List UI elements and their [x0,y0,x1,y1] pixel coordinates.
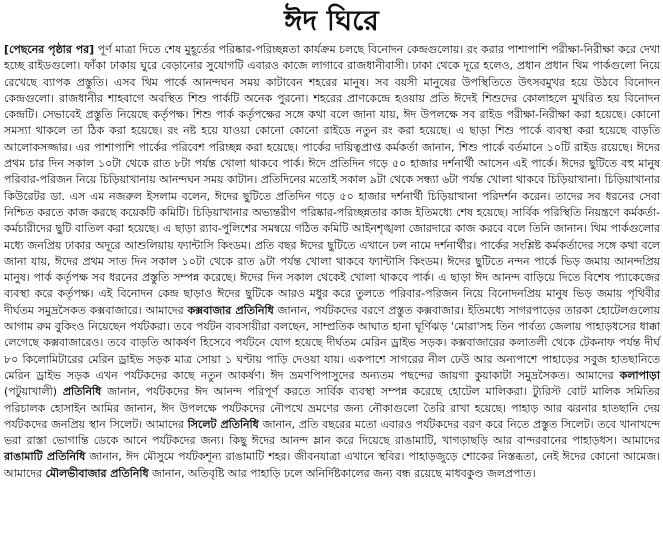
article-text: জানান, প্রতি বছরের মতো এবারও পর্যটকদের বরণ করে নিতে প্রস্তুত সিলেট। তবে খানাখন্দে ভরা রাস্তা ভোগান্তি ডেকে আনে পর্যটকদের জন্য। কিছু ঈদের আনন্দ ম্লান করে দিয়েছে রাঙামাটি, খাগড়াছড়ি আর বান্দরবানের পাহাড়ধস। আমাদের [4,417,660,448]
continued-from-label: [পেছনের পৃষ্ঠার পর] [4,43,95,56]
article-text: পূর্ণ মাত্রা দিতে শেষ মুহূর্তের পরিষ্কার-পরিচ্ছন্নতা কার্যক্রম চলছে বিনোদন কেন্দ্রগুলোয়। রং করার পাশাপাশি পরীক্ষা-নিরীক্ষা করে দেখা হচ্ছে রাইডগুলো। ফাঁকা ঢাকায় ঘুরে বেড়ানোর সুযোগটি এবারও কাজে লাগাবে রাজধানীবাসী। ঢাকা থেকে দূরে হলেও, প্রধান প্রধান থিম পার্কগুলো নিয়ে রেখেছে ব্যাপক প্রস্তুতি। এসব থিম পার্কে আনন্দঘন সময় কাটাবেন শহরের মানুষ। সব বয়সী মানুষের উপস্থিতিতে উৎসবমুখর হয়ে উঠবে বিনোদন কেন্দ্রগুলো। রাজধানীর শাহবাগে অবস্থিত শিশু পার্কটি অনেক পুরনো। শহরের প্রাণকেন্দ্রে হওয়ায় প্রতি ঈদেই শিশুদের কোলাহলে মুখরিত হয় বিনোদন কেন্দ্রটি। সেভাবেই প্রস্তুতি নিয়েছে কর্তৃপক্ষ। শিশু পার্ক কর্তৃপক্ষের সঙ্গে কথা বলে জানা যায়, ঈদ উপলক্ষে সব রাইড পরীক্ষা-নিরীক্ষা করা হয়েছে। কোনো সমস্যা থাকলে তা ঠিক করা হয়েছে। রং নষ্ট হয়ে যাওয়া কোনো কোনো রাইডে নতুন রং করা হয়েছে। এ ছাড়া শিশু পার্কে ব্যবস্থা করা হয়েছে বাড়তি আলোকসজ্জার। এর পাশাপাশি পার্কের পরিবেশ পরিচ্ছন্ন করা হয়েছে। পার্কের দায়িত্বপ্রাপ্ত কর্মকর্তা জানান, শিশু পার্কে বর্তমানে ১০টি রাইড রয়েছে। ঈদের প্রথম চার দিন সকাল ১০টা থেকে রাত ৮টা পর্যন্ত খোলা থাকবে পার্ক। ঈদে প্রতিদিন গড়ে ৫০ হাজার দর্শনার্থী আসেন এই পার্কে। ঈদের ছুটিতে বহু মানুষ পরিবার-পরিজন নিয়ে চিড়িয়াখানায় আনন্দঘন সময় কাটান। প্রতিদিনের মতোই সকাল ৯টা থেকে সন্ধ্যা ৬টা পর্যন্ত খোলা থাকবে চিড়িয়াখানা। চিড়িয়াখানার কিউরেটর ডা. এস এম নজরুল ইসলাম বলেন, ঈদের ছুটিতে প্রতিদিন গড়ে ৫০ হাজার দর্শনার্থী চিড়িয়াখানা পরিদর্শন করেন। তাদের সব ধরনের সেবা নিশ্চিত করতে কাজ করছে কয়েকটি কমিটি। চিড়িয়াখানার অভ্যন্তরীণ পরিষ্কার-পরিচ্ছন্নতার কাজ ইতিমধ্যে শেষ হয়েছে। সার্বিক পরিস্থিতি নিয়ন্ত্রণে কর্মকর্তা-কর্মচারীদের ছুটি বাতিল করা হয়েছে। এ ছাড়া র‍্যাব-পুলিশের সমন্বয়ে গঠিত কমিটি আইনশৃঙ্খলা জোরদারে কাজ করবে বলে তিনি জানান। থিম পার্কগুলোর মধ্যে জনপ্রিয় ঢাকার অদূরে আশুলিয়ায় ফ্যান্টাসি কিংডম। প্রতি বছর ঈদের ছুটিতে এখানে ঢল নামে দর্শনার্থীর। পার্কের সংশ্লিষ্ট কর্মকর্তাদের সঙ্গে কথা বলে জানা যায়, ঈদের প্রথম সাত দিন সকাল ১০টা থেকে রাত ৯টা পর্যন্ত খোলা থাকবে ফ্যান্টাসি কিংডম। ঈদের ছুটিতে নন্দন পার্কে ভিড় জমায় আনন্দপ্রিয় মানুষ। পার্ক কর্তৃপক্ষ সব ধরনের প্রস্তুতি সম্পন্ন করেছে। ঈদের দিন সকাল থেকেই খোলা থাকবে পার্ক। এ ছাড়া ঈদ আনন্দ বাড়িয়ে দিতে বিশেষ প্যাকেজের ব্যবস্থা করে কর্তৃপক্ষ। এই বিনোদন কেন্দ্র ছাড়াও ঈদের ছুটিকে আরও মধুর করে তুলতে পরিবার-পরিজন নিয়ে বিনোদনপ্রিয় মানুষ ভিড় জমায় পৃথিবীর দীর্ঘতম সমুদ্রসৈকত কক্সবাজারে। আমাদের [4,43,660,317]
headline: ঈদ ঘিরে [284,4,379,37]
correspondent-label: কক্সবাজার প্রতিনিধি [187,303,274,317]
article-text: জানান, অতিবৃষ্টি আর পাহাড়ি ঢলে অনির্দিষ্টকালের জন্য বন্ধ রয়েছে মাধবকুণ্ড জলপ্রপাত। [148,466,536,480]
article-text: জানান, ঈদ মৌসুমে পর্যটকশূন্য রাঙামাটি শহর। জীবনযাত্রা এখানে স্থবির। পাহাড়জুড়ে শোকের নিস্তব্ধতা, নেই ঈদের কোনো আমেজ। আমাদের [4,450,660,480]
article-text: জানান, পর্যটকদের ঈদ আনন্দ পরিপূর্ণ করতে সার্বিক ব্যবস্থা সম্পন্ন করেছে হোটেল মালিকরা। ট্যুরিস্ট বোট মালিক সমিতির পরিচালক হোসাইন আমির জানান, ঈদ উপলক্ষে পর্যটকদের নৌপথে ভ্রমণের জন্য নৌকাগুলো তৈরি রাখা হয়েছে। পাহাড় আর ঝরনার হাতছানি দেয় পর্যটকদের জনপ্রিয় স্থান সিলেট। আমাদের [4,385,660,431]
article-text: জানান, পর্যটকদের বরণে প্রস্তুত কক্সবাজার। ইতিমধ্যে সাগরপাড়ের তারকা হোটেলগুলোয় আগাম রুম বুকিংও নিয়েছেন পর্যটকরা। তবে পর্যটন ব্যবসায়ীরা বলছেন, সাম্প্রতিক আঘাত হানা ঘূর্ণিঝড় 'মোরা'সহ তিন পার্বত্য জেলায় পাহাড়ধসের ধাক্কা লেগেছে কক্সবাজারেও। তবে বাড়তি আকর্ষণ হিসেবে পর্যটনে যোগ হয়েছে দীর্ঘতম মেরিন ড্রাইভ সড়ক। কক্সবাজারের কলাতলী থেকে টেকনাফ পর্যন্ত দীর্ঘ ৮০ কিলোমিটারের মেরিন ড্রাইভ সড়ক মাত্র সোয়া ১ ঘণ্টায় পাড়ি দেওয়া যায়। একপাশে সাগরের নীল ঢেউ আর অন্যপাশে পাহাড়ের সবুজ হাতছানিতে মেরিন ড্রাইভ সড়ক এখন পর্যটকদের কাছে নতুন আকর্ষণ। ঈদ ভ্রমণপিপাসুদের অন্যতম পছন্দের জায়গা কুয়াকাটা সমুদ্রসৈকত। আমাদের [4,303,661,382]
correspondent-label: রাঙামাটি প্রতিনিধি [4,450,86,464]
correspondent-label: প্রতিনিধি [62,385,102,399]
article-body [0,42,663,482]
correspondent-label: মৌলভীবাজার প্রতিনিধি [45,466,149,480]
correspondent-label: সিলেট প্রতিনিধি [187,417,259,431]
article-text: (পটুয়াখালী) [4,385,63,399]
correspondent-label: কলাপাড়া [619,368,660,382]
